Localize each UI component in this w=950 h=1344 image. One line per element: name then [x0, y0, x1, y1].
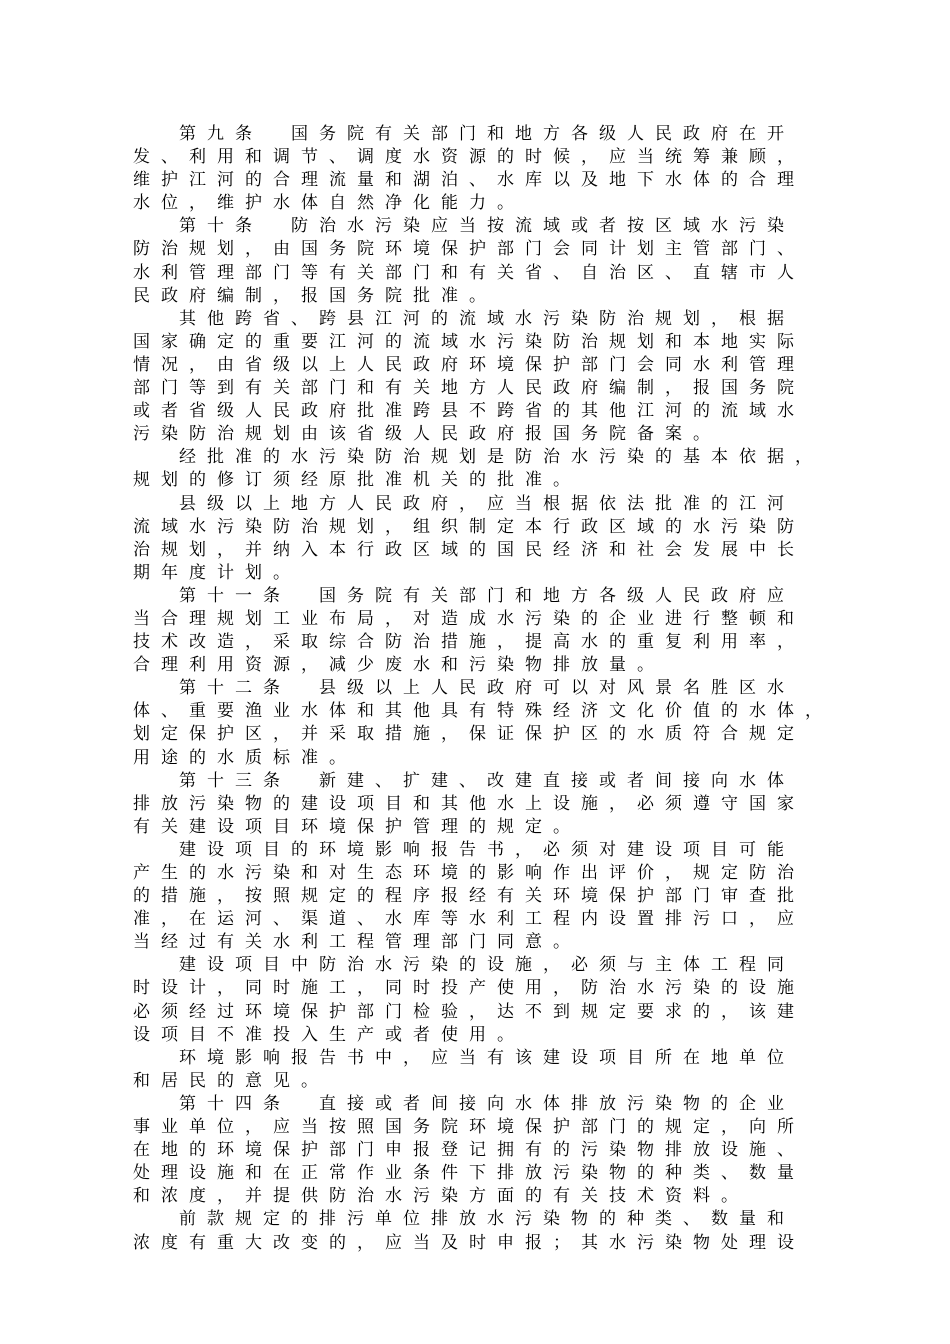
- text-line: 第九条 国务院有关部门和地方各级人民政府在开: [179, 124, 795, 144]
- text-line: 民政府编制，报国务院批准。: [133, 285, 497, 306]
- text-line: 前款规定的排污单位排放水污染物的种类、数量和: [179, 1209, 795, 1230]
- text-line: 和浓度，并提供防治水污染方面的有关技术资料。: [133, 1186, 749, 1207]
- text-line: 当经过有关水利工程管理部门同意。: [133, 932, 581, 953]
- text-line: 国家确定的重要江河的流域水污染防治规划和本地实际: [133, 331, 805, 352]
- text-line: 第十四条 直接或者间接向水体排放污染物的企业: [179, 1093, 795, 1114]
- text-line: 治规划，并纳入本行政区域的国民经济和社会发展中长: [133, 539, 805, 560]
- text-line: 水位，维护水体自然净化能力。: [133, 193, 525, 214]
- text-line: 在地的环境保护部门申报登记拥有的污染物排放设施、: [133, 1140, 805, 1161]
- text-line: 事业单位，应当按照国务院环境保护部门的规定，向所: [133, 1117, 805, 1138]
- text-line: 水利管理部门等有关部门和有关省、自治区、直辖市人: [133, 262, 805, 283]
- text-line: 划定保护区，并采取措施，保证保护区的水质符合规定: [133, 724, 805, 745]
- text-line: 环境影响报告书中，应当有该建设项目所在地单位: [179, 1047, 795, 1068]
- text-line: 处理设施和在正常作业条件下排放污染物的种类、数量: [133, 1163, 805, 1184]
- text-line: 合理利用资源，减少废水和污染物排放量。: [133, 655, 665, 676]
- text-line: 规划的修订须经原批准机关的批准。: [133, 470, 581, 491]
- text-line: 排放污染物的建设项目和其他水上设施，必须遵守国家: [133, 793, 805, 814]
- text-line: 用途的水质标准。: [133, 747, 357, 768]
- text-line: 县级以上地方人民政府，应当根据依法批准的江河: [179, 493, 795, 514]
- text-line: 浓度有重大改变的，应当及时申报；其水污染物处理设: [133, 1232, 805, 1253]
- text-line: 准，在运河、渠道、水库等水利工程内设置排污口，应: [133, 909, 805, 930]
- text-line: 建设项目中防治水污染的设施，必须与主体工程同: [179, 955, 795, 976]
- text-line: 当合理规划工业布局，对造成水污染的企业进行整顿和: [133, 608, 805, 629]
- text-line: 必须经过环境保护部门检验，达不到规定要求的，该建: [133, 1001, 805, 1022]
- document-body-text: [133, 123, 873, 1255]
- text-line: 产生的水污染和对生态环境的影响作出评价，规定防治: [133, 863, 805, 883]
- text-line: 部门等到有关部门和有关地方人民政府编制，报国务院: [133, 378, 805, 399]
- text-line: 和居民的意见。: [133, 1070, 329, 1091]
- text-line: 经批准的水污染防治规划是防治水污染的基本依据，: [179, 447, 823, 468]
- text-line: 其他跨省、跨县江河的流域水污染防治规划，根据: [179, 308, 795, 329]
- text-line: 维护江河的合理流量和湖泊、水库以及地下水体的合理: [133, 170, 805, 191]
- text-line: 第十条 防治水污染应当按流域或者按区域水污染: [179, 216, 795, 237]
- text-line: 第十三条 新建、扩建、改建直接或者间接向水体: [179, 770, 795, 791]
- text-line: 时设计，同时施工，同时投产使用，防治水污染的设施: [133, 978, 805, 999]
- text-line: 建设项目的环境影响报告书，必须对建设项目可能: [179, 839, 795, 860]
- text-line: 期年度计划。: [133, 562, 301, 583]
- text-line: 的措施，按照规定的程序报经有关环境保护部门审查批: [133, 886, 805, 907]
- text-line: 设项目不准投入生产或者使用。: [133, 1024, 525, 1045]
- text-line: 防治规划，由国务院环境保护部门会同计划主管部门、: [133, 239, 805, 260]
- text-line: 污染防治规划由该省级人民政府报国务院备案。: [133, 424, 721, 445]
- text-line: 第十二条 县级以上人民政府可以对风景名胜区水: [179, 678, 795, 699]
- text-line: 流域水污染防治规划，组织制定本行政区域的水污染防: [133, 516, 805, 537]
- text-line: 技术改造，采取综合防治措施，提高水的重复利用率，: [133, 632, 805, 653]
- text-line: 体、重要渔业水体和其他具有特殊经济文化价值的水体，: [133, 701, 833, 722]
- text-line: 有关建设项目环境保护管理的规定。: [133, 816, 581, 837]
- text-line: 第十一条 国务院有关部门和地方各级人民政府应: [179, 585, 795, 606]
- text-line: 情况，由省级以上人民政府环境保护部门会同水利管理: [133, 354, 805, 375]
- text-line: 或者省级人民政府批准跨县不跨省的其他江河的流域水: [133, 401, 805, 422]
- text-line: 发、利用和调节、调度水资源的时候，应当统筹兼顾，: [133, 147, 805, 168]
